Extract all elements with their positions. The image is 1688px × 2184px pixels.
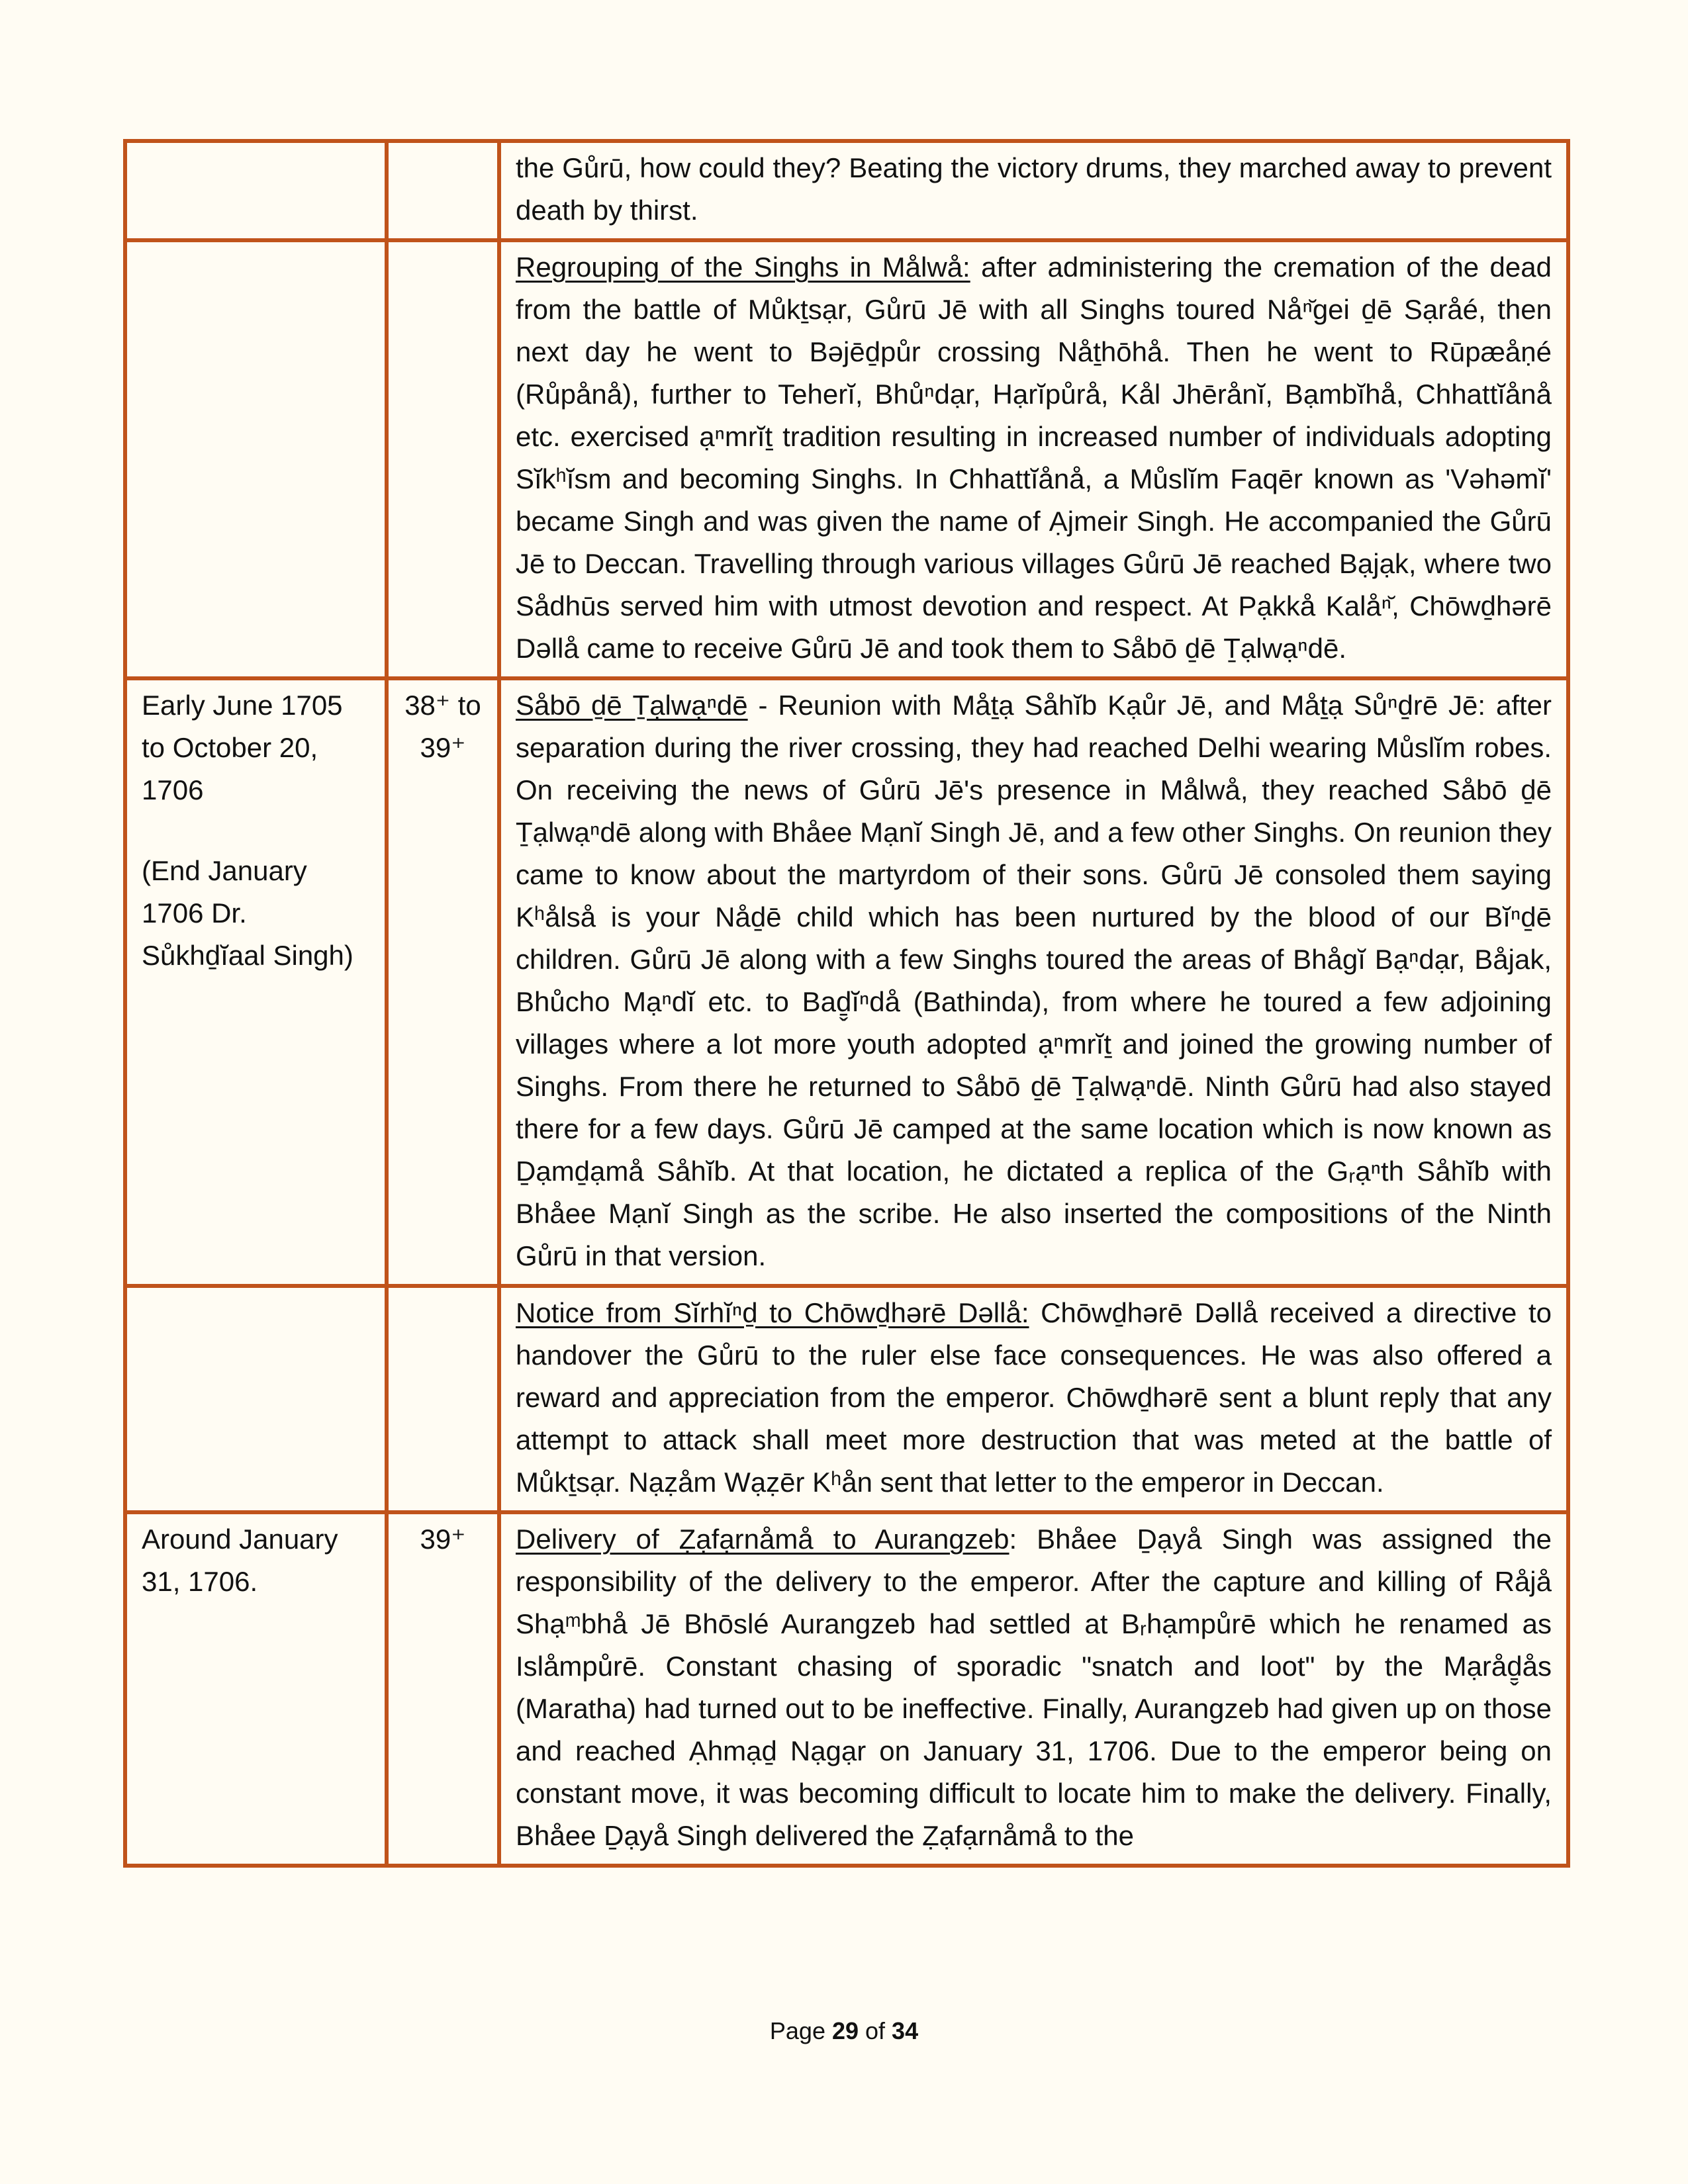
age-cell — [387, 678, 499, 1286]
page-label: Page — [769, 2017, 832, 2044]
event-body: Chōwḏhərē Dəllå received a directive to handover the Gůrū to the ruler else face consequences. He was also offered a reward and appreciation from the emperor. Chōwḏhərē sent a blunt reply that any attempt to attack shall meet more destruction that was meted at the battle of Můkṯsạr. Nạẓåm Wạẓēr Kʰån sent that letter to the emperor in Deccan. — [516, 1297, 1552, 1498]
event-cell — [499, 141, 1568, 240]
current-page-number: 29 — [831, 2017, 859, 2044]
event-cell — [499, 678, 1568, 1286]
date-cell — [125, 678, 387, 1286]
age-cell — [387, 1286, 499, 1512]
date-cell — [125, 141, 387, 240]
timeline-table — [123, 139, 1570, 1868]
event-heading: Delivery of Ẓạfạrnåmå to Aurangzeb — [516, 1524, 1009, 1555]
page-of-label: of — [859, 2017, 892, 2044]
event-cell — [499, 240, 1568, 678]
age-text: 39⁺ — [420, 1524, 466, 1555]
table-row — [125, 240, 1568, 678]
event-cell — [499, 1512, 1568, 1866]
table-row — [125, 1286, 1568, 1512]
date-text: Early June 1705 to October 20, 1706 — [142, 690, 343, 805]
event-body: the Gůrū, how could they? Beating the victory drums, they marched away to prevent death by thirst. — [516, 152, 1552, 226]
date-cell — [125, 1286, 387, 1512]
age-cell — [387, 1512, 499, 1866]
age-cell — [387, 141, 499, 240]
table-row — [125, 1512, 1568, 1866]
page-footer — [0, 2017, 1688, 2045]
total-pages-number: 34 — [892, 2017, 919, 2044]
age-cell — [387, 240, 499, 678]
table-row — [125, 141, 1568, 240]
table-row — [125, 678, 1568, 1286]
event-body: after administering the cremation of the dead from the battle of Můkṯsạr, Gůrū Jē with all Singhs toured Nåⁿ̆gei ḏē Sạråé, then next day he went to Bəjēḏpůr crossing Nåṯhōhå. Then he went to Rūpæåṇé (Růpånå), further to Teherĭ, Bhůⁿdạr, Hạrĭpůrå, Kål Jhērånĭ, Bạmbĭhå, Chhattĭånå etc. exercised ạⁿmrĭṯ tradition resulting in increased number of individuals adopting Sĭkʰĭsm and becoming Singhs. In Chhattĭånå, a Můslĭm Faqēr known as 'Vəhəmĭ' became Singh and was given the name of Ạjmeir Singh. He accompanied the Gůrū Jē to Deccan. Travelling through various villages Gůrū Jē reached Bạjạk, where two Sådhūs served him with utmost devotion and respect. At Pạkkå Kalåⁿ̆, Chōwḏhərē Dəllå came to receive Gůrū Jē and took them to Såbō ḏē Ṯạlwạⁿdē. — [516, 251, 1552, 664]
event-heading: Notice from Sĭrhĭⁿḏ to Chōwḏhərē Dəllå: — [516, 1297, 1029, 1328]
date-cell — [125, 240, 387, 678]
date-text: Around January 31, 1706. — [142, 1524, 338, 1597]
event-heading: Såbō ḏē Ṯạlwạⁿdē — [516, 690, 748, 721]
date-cell — [125, 1512, 387, 1866]
age-text: 38⁺ to 39⁺ — [404, 690, 481, 763]
date-note: (End January 1706 Dr. Sůkhḏĭaal Singh) — [142, 855, 353, 971]
event-body: : Bhåee Ḏạyå Singh was assigned the responsibility of the delivery to the emperor. After the capture and killing of Råjå Shạᵐbhå Jē Bhōslé Aurangzeb had settled at Bᵣhạmpůrē which he renamed as Islåmpůrē. Constant chasing of sporadic "snatch and loot" by the Mạråḏ̬ås (Maratha) had turned out to be ineffective. Finally, Aurangzeb had given up on those and reached Ạhmạḏ Nạgạr on January 31, 1706. Due to the emperor being on constant move, it was becoming difficult to locate him to make the delivery. Finally, Bhåee Ḏạyå Singh delivered the Ẓạfạrnåmå to the — [516, 1524, 1552, 1851]
event-heading: Regrouping of the Singhs in Målwå: — [516, 251, 970, 283]
event-body: - Reunion with Måṯạ Såhĭb Kạůr Jē, and Måṯạ Sůⁿḏrē Jē: after separation during the river crossing, they had reached Delhi wearing Můslĭm robes. On receiving the news of Gůrū Jē's presence in Målwå, they reached Såbō ḏē Ṯạlwạⁿdē along with Bhåee Mạnĭ Singh Jē, and a few other Singhs. On reunion they came to know about the martyrdom of their sons. Gůrū Jē consoled them saying Kʰålså is your Nåḏē child which has been nurtured by the blood of our Bĭⁿḏē children. Gůrū Jē along with a few Singhs toured the areas of Bhågĭ Bạⁿdạr, Båjak, Bhůcho Mạⁿdĭ etc. to Baḏ̬ĭⁿdå (Bathinda), from where he toured a few adjoining villages where a lot more youth adopted ạⁿmrĭṯ and joined the growing number of Singhs. From there he returned to Såbō ḏē Ṯạlwạⁿdē. Ninth Gůrū had also stayed there for a few days. Gůrū Jē camped at the same location which is now known as Ḏạmḏạmå Såhĭb. At that location, he dictated a replica of the Gᵣạⁿth Såhĭb with Bhåee Mạnĭ Singh as the scribe. He also inserted the compositions of the Ninth Gůrū in that version. — [516, 690, 1552, 1271]
event-cell — [499, 1286, 1568, 1512]
